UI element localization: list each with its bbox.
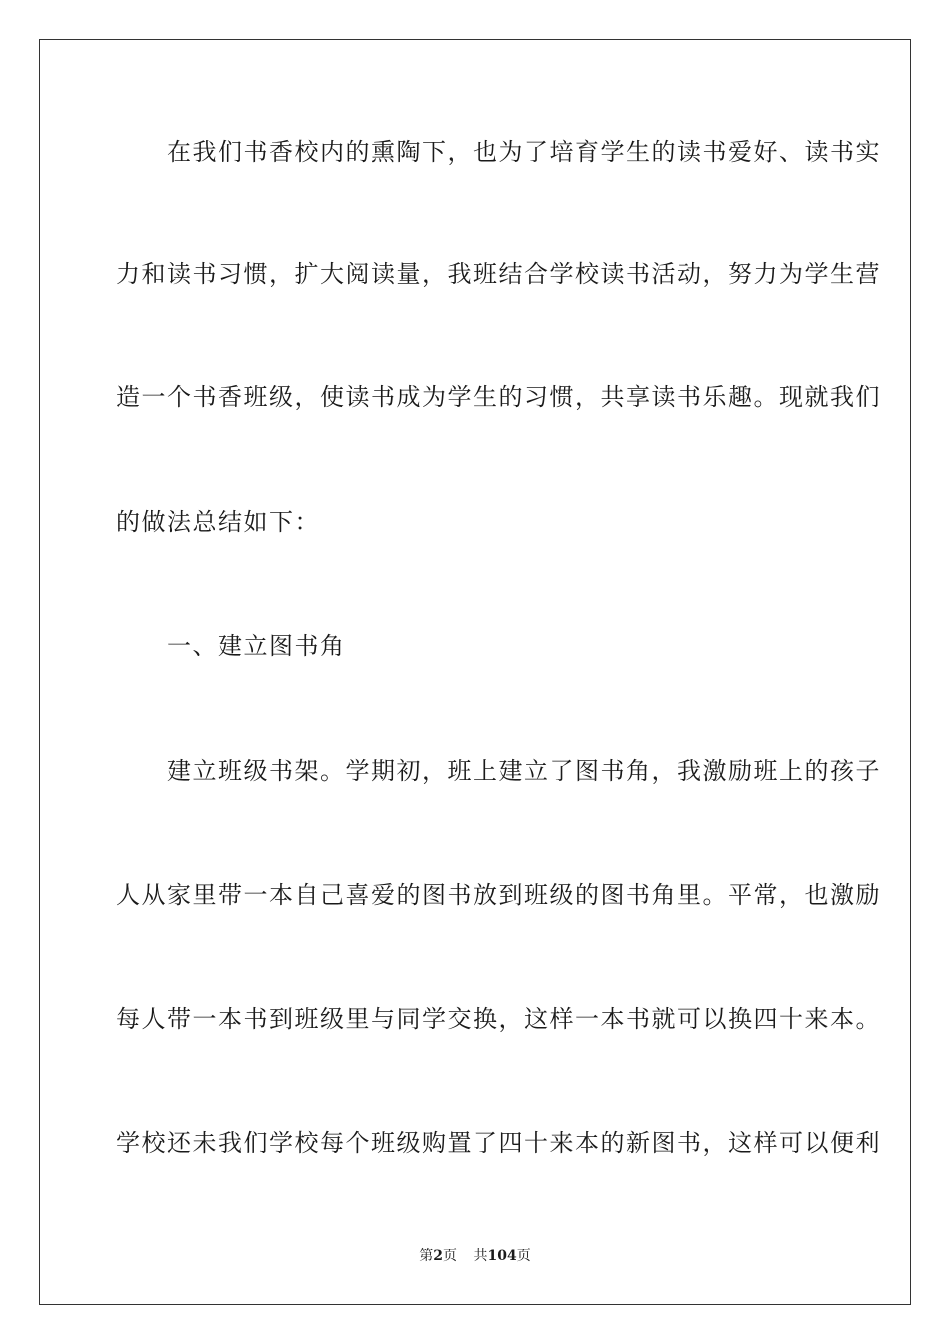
paragraph-line-3: 造一个书香班级，使读书成为学生的习惯，共享读书乐趣。现就我们 bbox=[116, 383, 881, 411]
page-footer bbox=[0, 1247, 950, 1265]
paragraph-line-7: 每人带一本书到班级里与同学交换，这样一本书就可以换四十来本。 bbox=[116, 1005, 881, 1033]
paragraph-line-8: 学校还未我们学校每个班级购置了四十来本的新图书，这样可以便利 bbox=[116, 1129, 881, 1157]
paragraph-line-6: 人从家里带一本自己喜爱的图书放到班级的图书角里。平常，也激励 bbox=[116, 881, 881, 909]
total-pages: 104 bbox=[487, 1248, 517, 1264]
total-indicator bbox=[473, 1248, 530, 1264]
total-prefix: 共 bbox=[473, 1248, 488, 1264]
total-suffix: 页 bbox=[516, 1248, 531, 1264]
paragraph-line-4: 的做法总结如下： bbox=[116, 508, 320, 536]
page-border bbox=[39, 39, 911, 1305]
section-heading: 一、建立图书角 bbox=[116, 632, 346, 660]
page-indicator bbox=[419, 1248, 457, 1264]
page-number: 2 bbox=[433, 1248, 444, 1264]
paragraph-line-1: 在我们书香校内的熏陶下，也为了培育学生的读书爱好、读书实 bbox=[116, 138, 881, 166]
page-suffix: 页 bbox=[443, 1248, 458, 1264]
paragraph-line-5: 建立班级书架。学期初，班上建立了图书角，我激励班上的孩子 bbox=[116, 757, 881, 785]
page-prefix: 第 bbox=[419, 1248, 434, 1264]
paragraph-line-2: 力和读书习惯，扩大阅读量，我班结合学校读书活动，努力为学生营 bbox=[116, 260, 881, 288]
